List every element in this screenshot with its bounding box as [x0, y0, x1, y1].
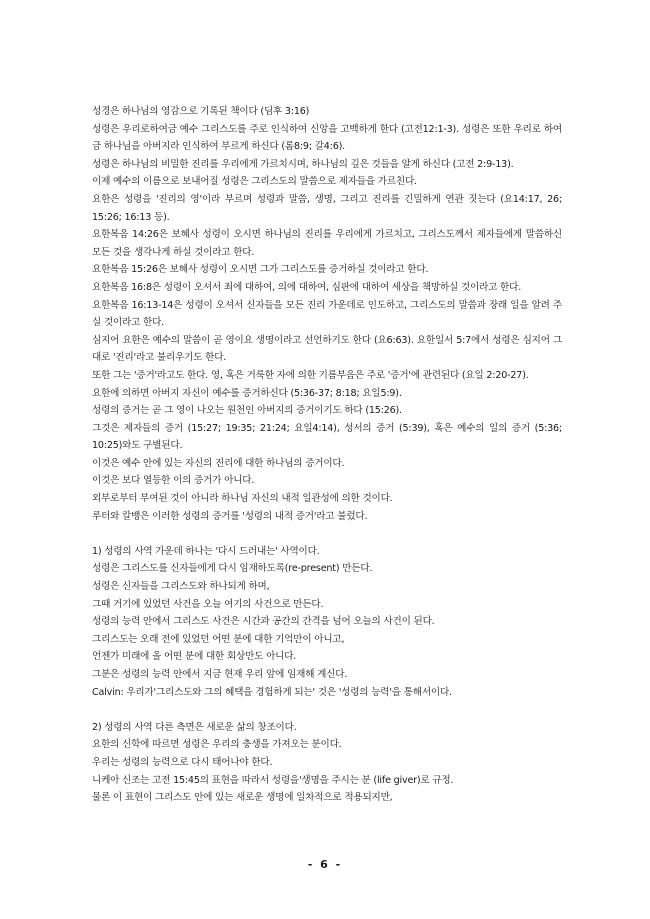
paragraph: 성경은 하나님의 영감으로 기록된 책이다 (딤후 3:16) [92, 106, 310, 117]
paragraph: 1) 성령의 사역 가운데 하나는 '다시 드러내는' 사역이다. [92, 545, 320, 557]
page-number: - 6 - [307, 858, 343, 871]
paragraph: 성령은 그리스도를 신자들에게 다시 임재하도록(re-present) 만든다. [92, 563, 373, 575]
paragraph: 또한 그는 '증거'라고도 한다. 영, 혹은 거룩한 자에 의한 기름부음은 주로 '증거'에 관련된다 (요일 2:20-27). [92, 369, 529, 381]
paragraph: 요한복음 15:26은 보혜사 성령이 오시면 그가 그리스도를 증거하실 것이라고 한다. [92, 264, 429, 276]
paragraph: 니케아 신조는 고전 15:45의 표현을 따라서 성령을'생명을 주시는 분 (life giver)로 규정. [92, 774, 454, 786]
paragraph: 이제 예수의 이름으로 보내어질 성령은 그리스도의 말씀으로 제자들을 가르친다. [92, 176, 417, 188]
paragraph: 요한복음 16:13-14은 성령이 오셔서 신자들을 모든 진리 가운데로 인도하고, 그리스도의 말씀과 장래 일을 알려 주실 것이라고 한다. [92, 299, 562, 329]
paragraph: 요한에 의하면 아버지 자신이 예수를 증거하신다 (5:36-37; 8:18; 요일5:9). [92, 387, 402, 399]
paragraph-gap [92, 701, 562, 719]
paragraph: 요한복음 14:26은 보혜사 성령이 오시면 하나님의 진리를 우리에게 가르치고, 그리스도께서 제자들에게 말씀하신 모든 것을 생각나게 하실 것이라고 한다. [92, 229, 562, 258]
paragraph: 요한은 성령을 '진리의 영'이라 부르며 성령과 말씀, 생명, 그리고 진리를 긴밀하게 연관 짓는다 (요14:17, 26; 15:26; 16:13 등). [92, 193, 562, 223]
paragraph-gap [92, 525, 562, 543]
paragraph: 성령은 하나님의 비밀한 진리를 우리에게 가르치시며, 하나님의 깊은 것들을 알게 하신다 (고전 2:9-13). [92, 158, 514, 170]
page-body [92, 103, 562, 807]
paragraph: 요한복음 16:8은 성령이 오셔서 죄에 대하여, 의에 대하여, 심판에 대하여 세상을 책망하실 것이라고 한다. [92, 281, 522, 293]
paragraph: 물론 이 표현이 그리스도 안에 있는 새로운 생명에 일차적으로 적용되지만, [92, 792, 393, 804]
paragraph: 그분은 성령의 능력 안에서 지금 현재 우리 앞에 임재해 계신다. [92, 669, 348, 680]
paragraph: 성령의 능력 안에서 그리스도 사건은 시간과 공간의 간격을 넘어 오늘의 사건이 된다. [92, 616, 435, 628]
paragraph: 루터와 칼뱅은 이러한 성령의 증거를 '성령의 내적 증거'라고 불렀다. [92, 510, 368, 522]
paragraph: 언젠가 미래에 올 어떤 분에 대한 회상만도 아니다. [92, 651, 297, 663]
paragraph: 이것은 예수 안에 있는 자신의 진리에 대한 하나님의 증거이다. [92, 457, 345, 469]
paragraph: Calvin: 우리가'그리스도와 그의 혜택을 경험하게 되는' 것은 '성령의 능력'을 통해서이다. [92, 686, 452, 698]
paragraph: 그것은 제자들의 증거 (15:27; 19:35; 21:24; 요일4:14), 성서의 증거 (5:39), 혹은 예수의 일의 증거 (5:36; 10:25)와도 구별된다. [92, 422, 562, 452]
paragraph: 우리는 성령의 능력으로 다시 태어나야 한다. [92, 756, 273, 768]
paragraph: 성령은 신자들을 그리스도와 하나되게 하며, [92, 581, 270, 593]
paragraph: 외부로부터 부여된 것이 아니라 하나님 자신의 내적 일관성에 의한 것이다. [92, 493, 393, 505]
paragraph: 요한의 신학에 따르면 성령은 우리의 충생을 가져오는 분이다. [92, 739, 342, 751]
paragraph: 그때 거기에 있었던 사건을 오늘 여기의 사건으로 만든다. [92, 598, 324, 610]
paragraph: 그리스도는 오래 전에 있었던 어떤 분에 대한 기억만이 아니고, [92, 633, 345, 645]
paragraph: 이것은 보다 열등한 이의 증거가 아니다. [92, 475, 255, 487]
paragraph: 성령의 증거는 곧 그 영이 나오는 원천인 아버지의 증거이기도 하다 (15:26). [92, 405, 402, 417]
paragraph: 2) 성령의 사역 다른 측면은 새로운 삶의 창조이다. [92, 721, 297, 733]
paragraph: 심지어 요한은 예수의 말씀이 곧 영이요 생명이라고 선언하기도 한다 (요6:63). 요한일서 5:7에서 성령은 심지어 그대로 '진리'라고 불리우기도 한다. [92, 334, 562, 364]
paragraph: 성령은 우리로하여금 예수 그리스도를 주로 인식하여 신앙을 고백하게 한다 (고전12:1-3). 성령은 또한 우리로 하여금 하나님을 아버지라 인식하여 부르게 하신다 (롬8:9; 갈4:6). [92, 123, 562, 153]
